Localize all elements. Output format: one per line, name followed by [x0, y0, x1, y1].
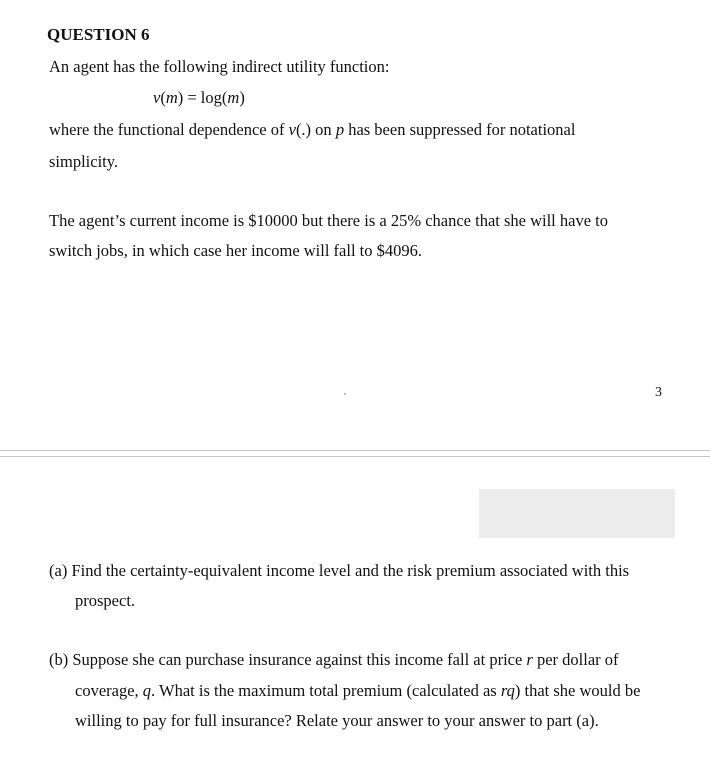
formula-arg-m: m [165, 88, 178, 107]
part-b-line1-post: per dollar of [532, 650, 619, 669]
formula-equals-log: = log( [183, 88, 228, 107]
part-b-line-2 [75, 681, 640, 701]
part-b-line-1 [49, 650, 619, 670]
stray-dot [344, 393, 346, 395]
part-b-line2-post: . What is the maximum total premium (calculated as [151, 681, 501, 700]
utility-formula: v(m) = log(m) [153, 88, 245, 107]
part-b-line-3: willing to pay for full insurance? Relate your answer to your answer to part (a). [75, 711, 599, 730]
formula-func-v: v [153, 88, 161, 107]
question-intro: An agent has the following indirect utility function: [49, 57, 390, 76]
dependence-pre: where the functional dependence of [49, 120, 289, 139]
formula-rhs-m: m [227, 88, 240, 107]
dependence-func: v [288, 120, 296, 139]
part-b-var-r: r [526, 650, 533, 669]
dependence-post: has been suppressed for notational [344, 120, 576, 139]
part-b-line1-pre: (b) Suppose she can purchase insurance against this income fall at price [49, 650, 527, 669]
dependence-mid: (.) on [295, 120, 336, 139]
question-title: QUESTION 6 [47, 25, 150, 44]
part-a-line-1: (a) Find the certainty-equivalent income level and the risk premium associated with this [49, 561, 630, 580]
dependence-var: p [335, 120, 345, 139]
page-separator-bottom [0, 456, 710, 457]
part-b-expr-rq: rq [500, 681, 515, 700]
part-b-line2-pre: coverage, [75, 681, 143, 700]
dependence-line-2: simplicity. [49, 152, 119, 171]
page-number: 3 [655, 385, 662, 400]
gray-placeholder-box [479, 489, 675, 538]
income-line-1: The agent’s current income is $10000 but there is a 25% chance that she will have to [49, 211, 608, 230]
income-line-2: switch jobs, in which case her income will fall to $4096. [49, 241, 423, 260]
part-a-line-2: prospect. [75, 591, 136, 610]
dependence-line-1 [49, 120, 575, 140]
part-b-var-q: q [142, 681, 152, 700]
formula-close-paren: ) [239, 88, 245, 107]
part-b-line2-end: ) that she would be [514, 681, 641, 700]
page-separator-top [0, 450, 710, 451]
